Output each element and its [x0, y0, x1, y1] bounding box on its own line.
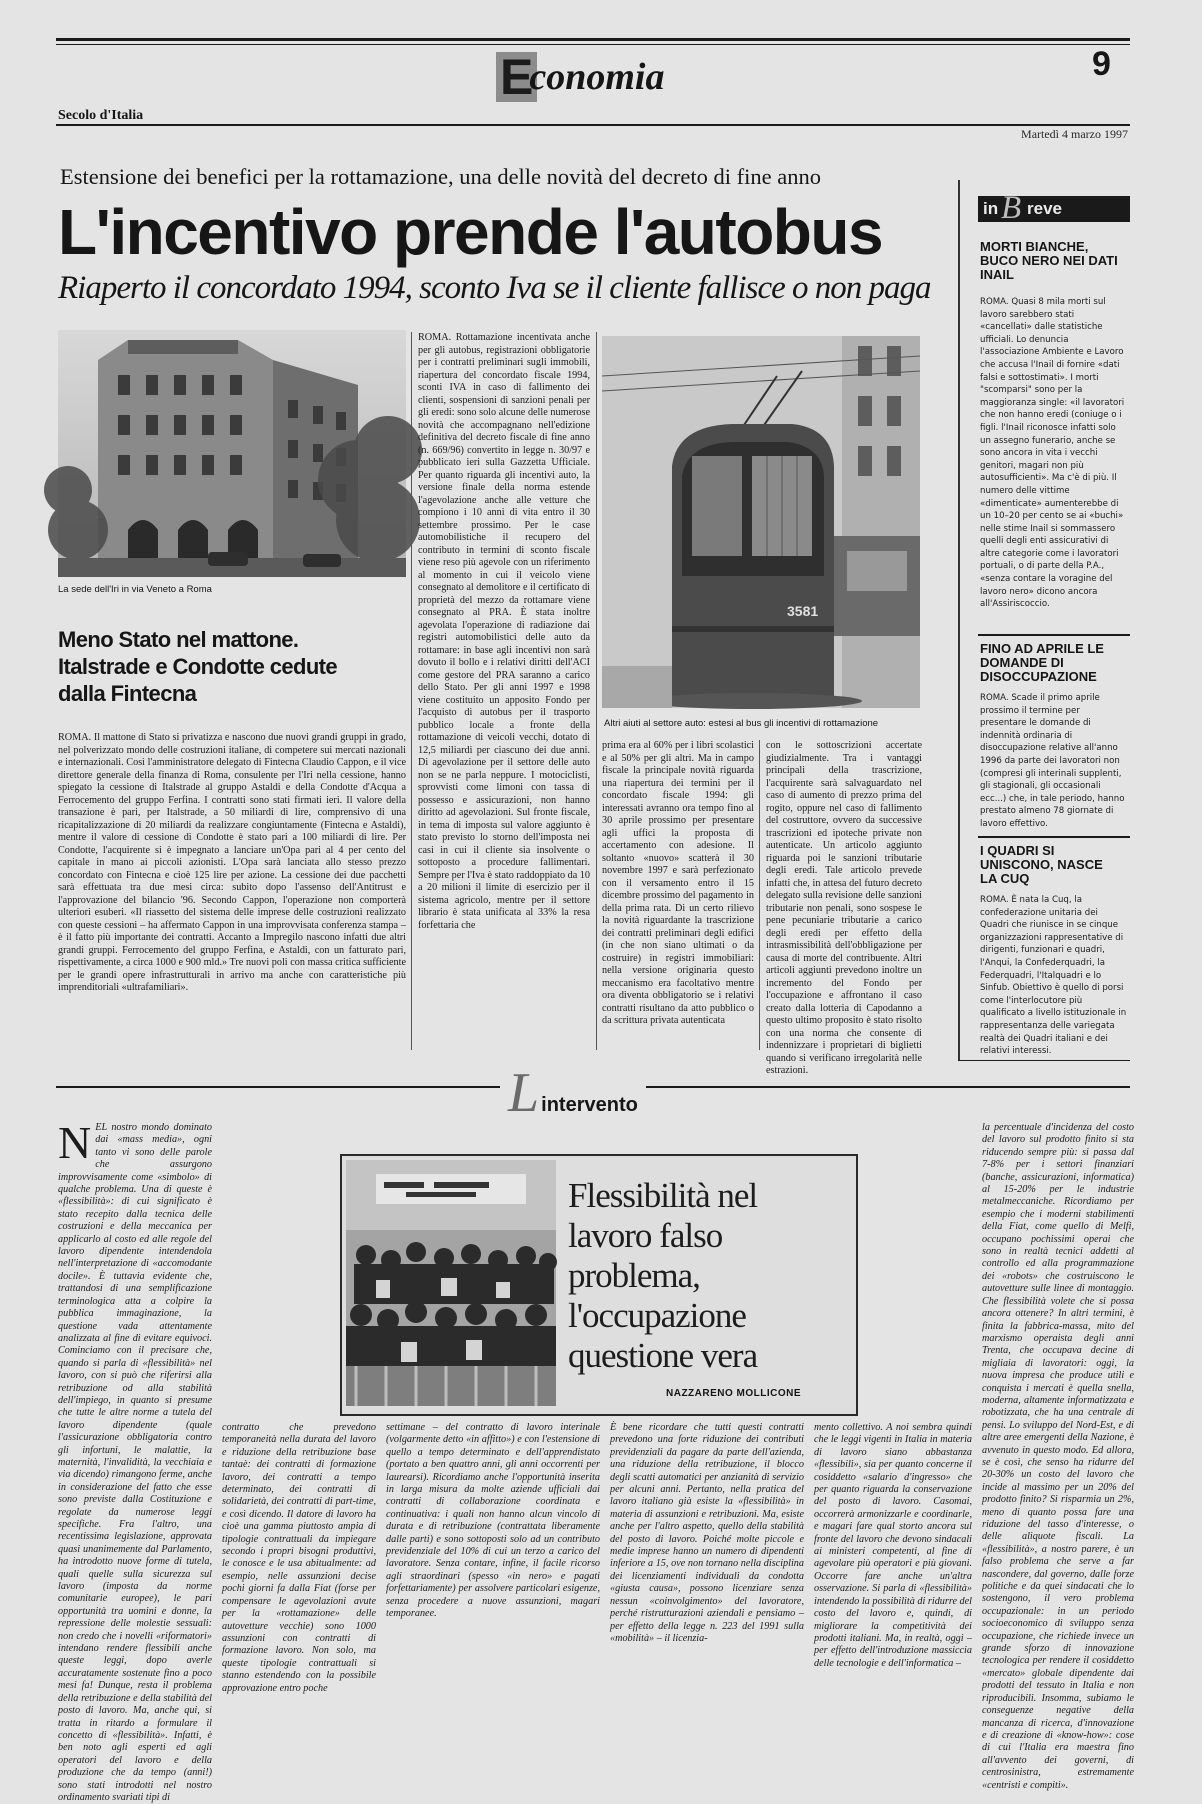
intervento-col3: settimane – del contratto di lavoro interinale (volgarmente detto «in affitto») e con l'estensione di quello a tempo determinato e dell'apprendistato (portato a ben quattro anni, gli anni occorrenti per laurearsi). Ricordiamo anche l'opportunità inserita in larga misura da molte aziende ufficiali dai contratti di collaborazione coordinata e continuativa: i quali non hanno alcun vincolo di durata e di retribuzione (contrattata liberamente dalle parti) e sono sottoposti solo ad un contributo previdenziale del 10% di cui un terzo a carico del lavoratore. Senza contare, infine, il facile ricorso agli straordinari (spesso «in nero» e pagati forfettariamente) per assolvere particolari esigenze, senza procedere a nuove assunzioni, magari temporanee. [386, 1422, 600, 1620]
bus-number: 3581 [787, 603, 819, 619]
newspaper-name: Secolo d'Italia [58, 108, 144, 123]
main-col3: con le sottoscrizioni accertate giudizialmente. Tra i vantaggi principali della trascrizione, l'acquirente sarà salvaguardato nel caso di aumento di prezzo prima del rogito, oppure nel caso di fallimento del costruttore, ovvero da successive trascrizioni ed ipoteche private non autenticate. Un articolo aggiunto riguarda poi le sanzioni tributarie degli eredi. Tale articolo prevede infatti che, in attesa del futuro decreto delegato sulla revisione delle sanzioni tributarie non penali, sono sospese le pene pecuniarie tributarie a carico degli eredi per effetto della intrasmissibilità dell'obbligazione per causa di morte del contribuente. Altri articoli aggiunti prevedono inoltre un incremento del Fondo per l'occupazione e affrontano il caso creato dalla lotteria di Capodanno a questo ultimo proposito è stato risolto con una norma che consente di indennizzare i proprietari di biglietti quando si verificano irregolarità nelle estrazioni. [766, 740, 922, 1076]
kicker: Estensione dei benefici per la rottamazione, una delle novità del decreto di fine anno [60, 164, 821, 189]
iri-building-photo [58, 330, 406, 577]
top-rule [56, 38, 1130, 41]
brief-body-3: ROMA. È nata la Cuq, la confederazione unitaria dei Quadri che riunisce in se cinque organizzazioni rappresentative di dirigenti, funzionari e quadri, l'Anqui, la Confederquadri, la Federquadri, l'Italquadri e lo Sinfub. Obiettivo è quello di porsi come l'interlocutore più qualificato a livello istituzionale in rappresentanza delle variegata realtà dei Quadri italiani e dei relativi interessi. [980, 895, 1127, 1057]
intervento-col6: la percentuale d'incidenza del costo del lavoro sul prodotto finito si sta riducendo sempre più: si passa dal 7-8% per i settori finanziari (banche, assicurazioni, informatica) al 15-20% per le industrie metalmeccaniche. Ricordiamo per esempio che i moderni stabilimenti della Fiat, come quello di Melfi, occupano pochissimi operai che sono in realtà tecnici addetti al controllo ed alla programmazione dei «robots» che costruiscono le autovetture sulle linee di montaggio. Che flessibilità volete che si possa ancora ottenere? In altri termini, è finita la fabbrica-massa, mito del marxismo operaista degli anni Trenta, che occupava decine di migliaia di lavoratori: oggi, la nuova impresa che produce utili e conquista i mercati è quella snella, moderna, altamente informatizzata e robotizzata, che ha una centrale di pensi. Lo sviluppo del Nord-Est, e di altre aree emergenti della Nazione, è avvenuto in questo modo. Ed allora, se è così, che senso ha ridurre del 20-30% un costo del lavoro che incide al massimo per un 20% del prodotto finito? Si risparmia un 2%, meno di quanto possa fare una riduzione del tasso d'interesse, o delle aliquote fiscali. La «flessibilità», a nostro parere, è un falso problema che serve a far nascondere, dal governo, dalle forze politiche e da quei sindacati che lo sostengono, il vero problema occupazionale: in un periodo socioeconomico di sviluppo senza occupazione, che richiede invece un grande sforzo di innovazione tecnologica per rendere il cosiddetto «mercato» globale dipendente dai prodotti del tessuto in Italia e non riproducibili. Insomma, subiamo le conseguenze negative della mancanza di ricerca, d'innovazione e di creazione di «know-how»: cose di cui l'Italia era maestra fino all'avvento dei governi, di centrosinistra, estremamente «centristi e compiti». [982, 1122, 1134, 1791]
trolleybus-photo [602, 336, 920, 708]
page-number: 9 [1092, 45, 1111, 83]
inbreve-in: in [983, 199, 999, 218]
secondary-body: ROMA. Il mattone di Stato si privatizza e nascono due nuovi grandi gruppi in grado, nel polverizzato mondo delle costruzioni italiane, di competere sui mercati nazionali e internazionali. Così l'amministratore delegato di Fintecna Claudio Cappon, e il vice direttore generale della finanza di Roma, consulente per l'Iri nella cessione, hanno spiegato la cessione di Italstrade al gruppo Astaldi e della Condotte d'Acqua a Ferrocemento del gruppo Ferfina. I contratti sono stati firmati ieri. Il valore della transazione è pari, per Italstrade, a 50 miliardi di lire, comprensivo di una ricapitalizzazione di 20 miliardi da realizzare congiuntamente (Fintecna e Astaldi), mentre il valore di cessione di Condotte è stato pari a 100 miliardi di lire. Per Condotte, l'acquirente si è impegnato a lanciare un'Opa pari al 4 per cento del capitale in mano ai piccoli azionisti. L'Opa sarà lanciata allo stesso prezzo concordato con Fintecna e cioè 125 lire per azione. La cessione dei due pacchetti sarà effettuata tra due mesi circa: subito dopo l'assenso dell'Antitrust e l'approvazione del bilancio '96. Secondo Cappon, l'operazione non comporterà ulteriori esuberi. «Il riassetto del sistema delle imprese delle costruzioni realizzato con queste cessioni – ha affermato Cappon in una improvvisata conferenza stampa – è il fatto più importante dei contratti. Accanto a Impregilo nascono infatti due altri grandi gruppi. Ferrocemento del gruppo Ferfina, e Astaldi, con un fatturato pari, rispettivamente, a circa 1000 e 900 mld.» Tre nuovi poli con massa critica sufficiente per le grandi opere infrastrutturali in arrivo ma anche con caratteristiche più imprenditoriali «ultrafamiliari». [58, 732, 406, 993]
intervento-rest: intervento [541, 1094, 638, 1116]
brief-title-2: FINO AD APRILE LE DOMANDE DI DISOCCUPAZIONE [980, 641, 1104, 684]
photo1-caption: La sede dell'Iri in via Veneto a Roma [58, 584, 212, 595]
masthead-rule [56, 124, 1130, 126]
section-rest: conomia [529, 56, 665, 98]
inbreve-logo [978, 190, 1130, 226]
top-rule-thin [56, 44, 1130, 45]
intervento-label [500, 1062, 646, 1124]
brief-title-3: I QUADRI SI UNISCONO, NASCE LA CUQ [980, 843, 1103, 886]
intervento-col2: contratto che prevedono temporaneità nella durata del lavoro e riduzione della retribuzione base tantaè: dei contratti di formazione lavoro, dei contratti a tempo determinato, dei contratti di solidarietà, dei contratti di part-time, e così dicendo. Il datore di lavoro ha cioè una gamma piuttosto ampia di tipologie contrattuali da impiegare secondo i propri bisogni produttivi, le conosce e le usa abitualmente: ad esempio, nelle assunzioni decise pochi giorni fa dalla Fiat (forse per compensare le agevolazioni avute per la «rottamazione» delle autovetture vecchie) sono 1000 assunzioni con contratti di formazione lavoro. Non solo, ma queste tipologie contrattuali si stanno estendendo con la possibile approvazione entro poche [222, 1422, 376, 1694]
section-title [496, 49, 665, 108]
crowd-photo [346, 1160, 556, 1406]
intervento-initial: L [508, 1062, 540, 1124]
issue-date: Martedì 4 marzo 1997 [1021, 127, 1128, 141]
inbreve-b: B [1001, 190, 1022, 226]
brief-rule-1 [978, 634, 1130, 636]
intervento-col1 [58, 1117, 212, 1803]
brief-title-1: MORTI BIANCHE, BUCO NERO NEI DATI INAIL [980, 239, 1118, 282]
col-rule-3 [759, 740, 760, 1050]
headline: L'incentivo prende l'autobus [58, 196, 883, 268]
main-col2: prima era al 60% per i libri scolastici e al 50% per gli altri. Ma in campo fiscale la principale novità riguarda una riapertura dei termini per il concordato fiscale 1994: gli interessati avranno ora tempo fino al 30 aprile prossimo per presentare agli uffici la proposta di accertamento con adesione. Il soltanto «nuovo» scatterà il 30 novembre 1997 e sarà perfezionato con il versamento entro il 15 dicembre prossimo del pagamento in della prima rata. Di un certo rilievo la novità riguardante la trascrizione dei contratti preliminari degli edifici (in che non siano ultimati o da costruire) in registri immobiliari: nella versione originaria questo meccanismo era facoltativo mentre ora diventa obbligatorio se i relativi contratti risultano da atto pubblico o da scrittura privata autenticata [602, 740, 754, 1026]
intervento-headline: Flessibilità nel lavoro falso problema, l'occupazione questione vera [568, 1176, 758, 1375]
col-rule-4 [958, 180, 960, 1060]
intervento-dropcap: N [58, 1117, 92, 1168]
col-rule-1 [411, 332, 412, 1050]
subheadline: Riaperto il concordato 1994, sconto Iva se il cliente fallisce o non paga [58, 270, 931, 306]
brief-body-2: ROMA. Scade il primo aprile prossimo il termine per presentare le domande di indennità ordinaria di disoccupazione relative all'anno 1996 da parte dei lavoratori non (compresi gli interinali supplenti, gli stagionali, gli occasionali ecc...) che, in tale periodo, hanno prestato almeno 78 giornate di lavoro effettivo. [980, 693, 1125, 829]
col-rule-2 [596, 332, 597, 1050]
intervento-col4: È bene ricordare che tutti questi contratti prevedono una forte riduzione dei contributi previdenziali da pagare da parte dell'azienda, una riduzione della retribuzione, il blocco degli scatti automatici per anzianità di servizio per alcuni anni. Pertanto, nella pratica del lavoro italiano già esiste la «flessibilità» in materia di assunzioni e retribuzioni. Ma, esiste anche per l'altro aspetto, quello della stabilità del posto di lavoro. Poiché molte piccole e medie imprese hanno un numero di dipendenti inferiore a 15, ove non tornano nella disciplina dei licenziamenti individuali da condotta «giusta causa», possono licenziare senza nessun «coinvolgimento» del lavoratore, perché ristrutturazioni aziendali e pensiamo – per effetto della legge n. 223 del 1991 sulla «mobilità» – il licenzia- [610, 1422, 804, 1644]
intervento-author: NAZZARENO MOLLICONE [666, 1388, 802, 1399]
intervento-col5: mento collettivo. A noi sembra quindi che le leggi vigenti in Italia in materia di lavoro siano abbastanza «flessibili», sia per quanto concerne il cosiddetto «salario d'ingresso» che per quanto riguarda la conservazione del posto di lavoro. Casomai, occorrerà armonizzarle e coordinarle, e magari fare qual storto ancora sul fronte del lavoro che devono sindacali ai ministeri competenti, al fine di agevolare più operatori e più giovani. Occorre fare anche un'altra osservazione. Si parla di «flessibilità» intendendo la possibilità di ridurre del costo del lavoro e, quindi, di migliorare la competitività dei prodotti italiani. Ma, in realtà, oggi – per effetto dell'introduzione massiccia delle tecnologie e dell'informatica – [814, 1422, 972, 1669]
photo2-caption: Altri aiuti al settore auto: estesi al bus gli incentivi di rottamazione [604, 718, 879, 729]
section-initial: E [496, 52, 537, 102]
inbreve-rest: reve [1027, 199, 1062, 218]
secondary-headline: Meno Stato nel mattone. Italstrade e Condotte cedute dalla Fintecna [58, 627, 338, 706]
brief-rule-2 [978, 836, 1130, 838]
brief-body-1: ROMA. Quasi 8 mila morti sul lavoro sarebbero stati «cancellati» dalle statistiche ufficiali. Lo denuncia l'associazione Ambiente e Lavoro che accusa l'Inail di fornire «dati falsi e sottostimati». I morti "scomparsi" sono per la maggioranza single: «il lavoratori che non hanno eredi (coniuge o i figli. l'Inail riconosce infatti solo un assegno funerario, anche se sono ancora in vita i vecchi genitori, magari non più autosufficienti». Ma c'è di più. Il numero delle vittime «dimenticate» aumenterebbe di un 10–20 per cento se ai «buchi» nelle stime Inail si sommassero quelli degli enti assicurativi di altre categorie come i lavoratori portuali, o di parte della P.A., «senza contare la voragine del lavoro nero» dicono ancora all'Assiriscoccio. [980, 297, 1125, 610]
intervento-col1-text: EL nostro mondo dominato dai «mass media», ogni tanto vi sono delle parole che assurgono improvvisamente come «simbolo» di qualche problema. Una di queste è «flessibilità»: di cui significato è stato recepito dalla tecnica delle costruzioni e della meccanica per applicarlo al costo ed alle regole del lavoro dipendente intendendola nell'interpretazione di «accomodante docile». È tuttavia evidente che, trattandosi di una semplificazione terminologica atta a colpire la pubblica immaginazione, la questione vada attentamente analizzata al fine di evitare equivoci. Cominciamo con il precisare che, quando si parla di «flessibilità» nel lavoro, con si può che riferirsi alla retribuzione od alla stabilità dell'impiego, in quanto si presume che tutte le altre norme a tutela del lavoro dipendente (quale l'assicurazione obbligatoria contro gli infortuni, le malattie, la maternità, l'invalidità, la vecchiaia e via dicendo) rimangono ferme, anche in considerazione del fatto che esse sono previste dalla Costituzione e regolate da numerose leggi specifiche. Fra l'altro, una recentissima legislazione, approvata quasi unanimemente dal Parlamento, ha introdotto nuove forme di tutela, quali quelle sulla sicurezza sul lavoro (imposta da norme comunitarie europee), le pari opportunità tra uomini e donne, la repressione delle molestie sessuali: non credo che i novelli «riformatori» intendano rendere flessibili anche queste leggi, dopo averle accuratamente sostenute fino a poco mesi fa! Dunque, resta il problema della retribuzione e della stabilità del posto di lavoro. Ma, anche qui, si tratta in ritardo a formulare il concetto di «flessibilità». Infatti, è ben noto agli esperti ed agli operatori del lavoro e della produzione che da tempo (anni!) sono stati introdotti nel nostro ordinamento svariati tipi di [58, 1122, 212, 1803]
main-col1: ROMA. Rottamazione incentivata anche per gli autobus, registrazioni obbligatorie per i contratti preliminari sugli immobili, riapertura del concordato fiscale 1994, sconti IVA in caso di fallimento dei clienti, sospensioni di sanzioni penali per gli eredi: sono solo alcune delle numerose novità che accompagnano nell'edizione definitiva del decreto fiscale di fine anno (n. 669/96) convertito in legge n. 30/97 e pubblicato ieri sulla Gazzetta Ufficiale. Per quanto riguarda gli incentivi auto, la versione finale della norma estende l'agevolazione anche alle vetture che compiono i 10 anni di vita entro il 30 settembre prossimo. Per le case automobilistiche il recupero del contributo in termini di sconto fiscale viene reso più agevole con un riferimento al momento in cui il veicolo viene consegnato al demolitore e il certificato di proprietà del mezzo da rottamare viene consegnato al PRA. È stata inoltre agevolata l'operazione di radiazione dai registri automobilistici delle auto da rottamare: in base agli incentivi non sarà dovuto il bollo e i relativi diritti dell'ACI come gestore del PRA saranno a carico dello Stato. Per gli anni 1997 e 1998 viene costituito un apposito Fondo per l'acquisto di autobus per il trasporto pubblico locale a fronte della rottamazione di veicoli vecchi, dotato di 12,5 miliardi per ciascuno dei due anni. Di agevolazione per il settore delle auto non se ne parla neppure. I motociclisti, sprovvisti come limoni con tassa di possesso e assicurazioni, non hanno diritto ad agevolazioni. Sul fronte fiscale, in tema di imposta sul valore aggiunto è stato previsto lo storno dell'imposta nei casi in cui il cliente sia insolvente o sottoposto a procedure fallimentari. Sempre per l'Iva è stato raddoppiato da 10 a 20 milioni il limite di esercizio per il sistema agricolo, mentre per il settore librario è stata unificata al 33% la resa forfettaria che [418, 332, 590, 931]
sidebar-bottom-rule [958, 1060, 1130, 1061]
